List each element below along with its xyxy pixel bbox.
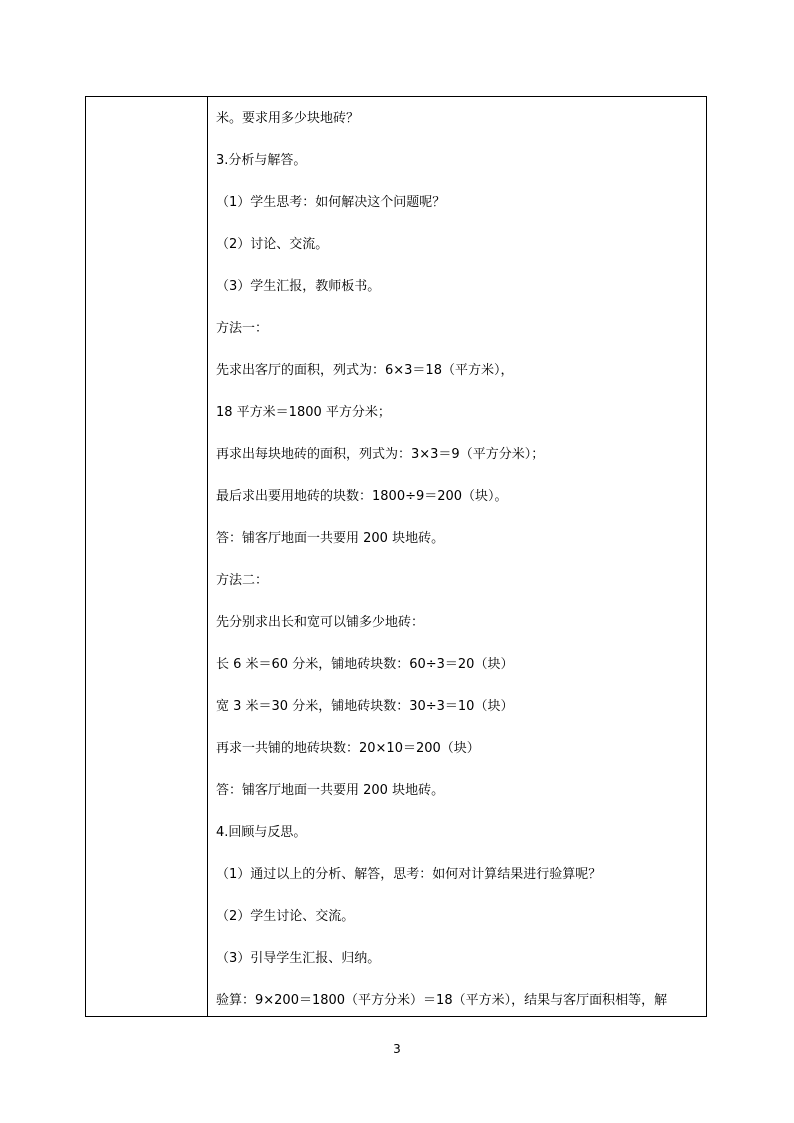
section-heading: 4.回顾与反思。 xyxy=(216,825,307,840)
text-line: （3）引导学生汇报、归纳。 xyxy=(216,951,381,966)
text-line: （2）学生讨论、交流。 xyxy=(216,909,355,924)
left-column-cell xyxy=(86,97,208,1016)
method-heading: 方法二： xyxy=(216,573,269,588)
text-line: 先求出客厅的面积，列式为：6×3＝18（平方米）， xyxy=(216,363,514,378)
text-line: 18 平方米＝1800 平方分米； xyxy=(216,405,391,420)
text-line: 再求一共铺的地砖块数：20×10＝200（块） xyxy=(216,741,480,756)
content-cell xyxy=(208,97,706,1016)
lesson-table xyxy=(85,96,707,1017)
answer-line: 答：铺客厅地面一共要用 200 块地砖。 xyxy=(216,783,445,798)
text-line: （2）讨论、交流。 xyxy=(216,237,329,252)
page-number: 3 xyxy=(393,1042,401,1056)
text-line: （1）通过以上的分析、解答，思考：如何对计算结果进行验算呢？ xyxy=(216,867,602,882)
text-line: 宽 3 米＝30 分米，铺地砖块数：30÷3＝10（块） xyxy=(216,699,514,714)
text-line: 米。要求用多少块地砖？ xyxy=(216,111,360,126)
section-heading: 3.分析与解答。 xyxy=(216,153,307,168)
text-line: （1）学生思考：如何解决这个问题呢？ xyxy=(216,195,446,210)
text-line: 先分别求出长和宽可以铺多少地砖： xyxy=(216,615,425,630)
text-line: 验算：9×200＝1800（平方分米）＝18（平方米），结果与客厅面积相等，解 xyxy=(216,993,668,1008)
text-line: 长 6 米＝60 分米，铺地砖块数：60÷3＝20（块） xyxy=(216,657,514,672)
text-line: 再求出每块地砖的面积，列式为：3×3＝9（平方分米）； xyxy=(216,447,545,462)
text-line: 最后求出要用地砖的块数：1800÷9＝200（块）。 xyxy=(216,489,508,504)
method-heading: 方法一： xyxy=(216,321,269,336)
text-line: （3）学生汇报，教师板书。 xyxy=(216,279,381,294)
answer-line: 答：铺客厅地面一共要用 200 块地砖。 xyxy=(216,531,445,546)
